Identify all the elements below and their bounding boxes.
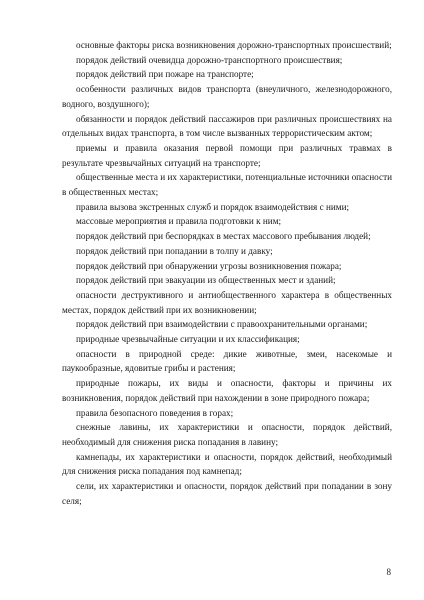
paragraph: порядок действий при взаимодействии с правоохранительными органами;: [76, 319, 368, 330]
paragraph: опасности в природной среде: дикие животные, змеи, насекомые и паукообразные, ядовитые грибы и растения;: [62, 348, 392, 374]
paragraph: особенности различных видов транспорта (внеуличного, железнодорожного, водного, воздушного);: [62, 84, 392, 109]
paragraph: обязанности и порядок действий пассажиров при различных происшествиях на отдельных видах транспорта, в том числе вызванных террористическим актом;: [62, 113, 392, 139]
paragraph: сели, их характеристики и опасности, порядок действий при попадании в зону селя;: [62, 481, 392, 506]
paragraph: снежные лавины, их характеристики и опасности, порядок действий, необходимый для снижения риска попадания в лавину;: [62, 422, 392, 447]
paragraph: основные факторы риска возникновения дорожно-транспортных происшествий;: [76, 40, 392, 50]
document-body: [62, 38, 392, 509]
paragraph: природные чрезвычайные ситуации и их классификация;: [76, 334, 300, 345]
paragraph: правила безопасного поведения в горах;: [76, 407, 234, 418]
paragraph: порядок действий при попадании в толпу и давку;: [76, 245, 273, 256]
paragraph: общественные места и их характеристики, потенциальные источники опасности в общественных местах;: [62, 172, 392, 198]
paragraph: камнепады, их характеристики и опасности, порядок действий, необходимый для снижения риска попадания под камнепад;: [62, 451, 392, 477]
paragraph: порядок действий при беспорядках в местах массового пребывания людей;: [76, 231, 371, 242]
paragraph: порядок действий при пожаре на транспорте;: [76, 69, 254, 80]
paragraph: порядок действий при обнаружении угрозы возникновения пожара;: [76, 260, 342, 271]
page-number: 8: [386, 567, 391, 577]
paragraph: правила вызова экстренных служб и порядок взаимодействия с ними;: [76, 201, 350, 212]
paragraph: приемы и правила оказания первой помощи при различных травмах в результате чрезвычайных ситуаций на транспорте;: [62, 142, 392, 168]
paragraph: природные пожары, их виды и опасности, факторы и причины их возникновения, порядок действий при нахождении в зоне природного пожара;: [62, 378, 392, 403]
paragraph: опасности деструктивного и антиобщественного характера в общественных местах, порядок действий при их возникновении;: [62, 289, 392, 315]
paragraph: порядок действий очевидца дорожно-транспортного происшествия;: [76, 54, 343, 65]
paragraph: массовые мероприятия и правила подготовки к ним;: [76, 216, 282, 227]
paragraph: порядок действий при эвакуации из общественных мест и зданий;: [76, 275, 336, 286]
